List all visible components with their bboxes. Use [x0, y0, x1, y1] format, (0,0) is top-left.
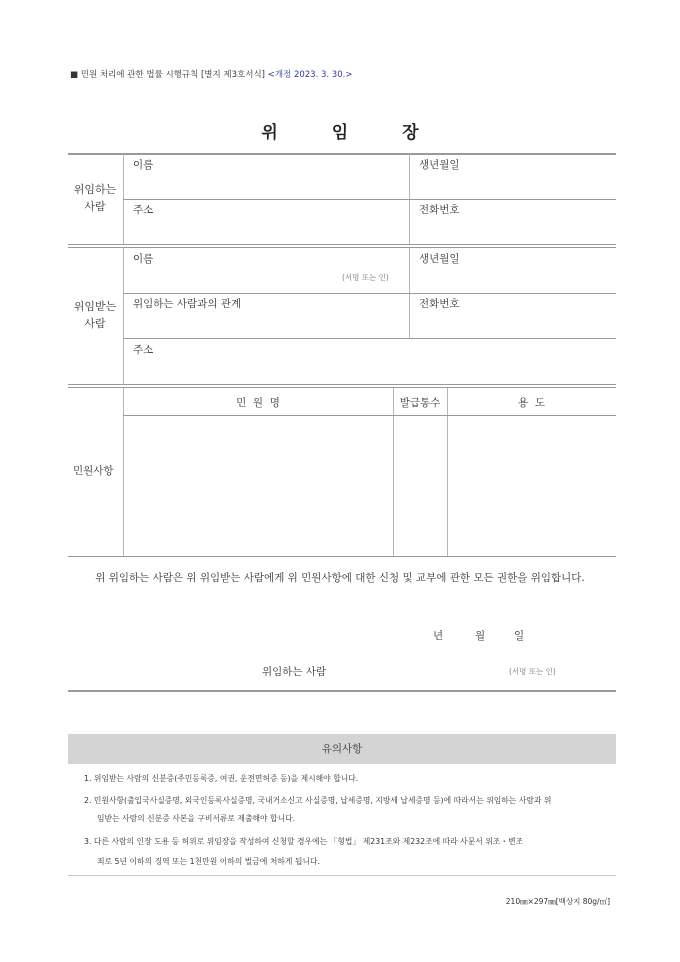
divider — [68, 153, 616, 155]
delegate-address-field[interactable]: 주소 — [133, 344, 154, 356]
delegator-name-field[interactable]: 이름 — [133, 159, 154, 171]
page-title — [0, 118, 680, 143]
delegate-section-label: 위임받는 사람 — [73, 300, 117, 330]
delegate-birth-field[interactable]: 생년월일 — [419, 253, 460, 265]
delegate-sign-hint: (서명 또는 인) — [342, 273, 389, 282]
title-char-1: 위 — [261, 123, 278, 143]
divider — [68, 556, 616, 557]
petition-count-header: 발급통수 — [399, 397, 441, 409]
petition-count-cell[interactable] — [394, 416, 446, 555]
delegate-phone-field[interactable]: 전화번호 — [419, 298, 460, 310]
divider — [123, 338, 616, 339]
date-day[interactable]: 일 — [514, 630, 525, 642]
delegate-name-field[interactable]: 이름 — [133, 253, 154, 265]
note-item: 2. 민원사항(출입국사실증명, 외국인등록사실증명, 국내거소신고 사실증명, 납세증명, 지방세 납세증명 등)에 따라서는 위임하는 사람과 위 — [84, 796, 552, 805]
note-item: 1. 위임받는 사람의 신분증(주민등록증, 여권, 운전면허증 등)을 제시해야 합니다. — [84, 774, 359, 783]
divider — [68, 384, 616, 385]
petition-use-header: 용 도 — [518, 397, 545, 409]
signature-label: 위임하는 사람 — [262, 666, 327, 678]
note-item: 임받는 사람의 신분증 사본을 구비서류로 제출해야 합니다. — [97, 814, 296, 823]
form-source-line — [70, 68, 352, 80]
title-char-3: 장 — [402, 123, 419, 143]
date-month[interactable]: 월 — [475, 630, 486, 642]
divider — [123, 199, 616, 200]
petition-name-header: 민 원 명 — [236, 397, 280, 409]
delegation-statement: 위 위임하는 사람은 위 위임받는 사람에게 위 민원사항에 대한 신청 및 교부에 관한 모든 권한을 위임합니다. — [95, 572, 585, 584]
note-item: 3. 다른 사람의 인장 도용 등 허위로 위임장을 작성하여 신청할 경우에는 「형법」 제231조와 제232조에 따라 사문서 위조・변조 — [84, 837, 524, 846]
divider — [68, 244, 616, 245]
divider — [68, 690, 616, 692]
revision-date: <개정 2023. 3. 30.> — [267, 70, 353, 80]
divider — [123, 248, 124, 384]
signature-field[interactable]: (서명 또는 인) — [509, 667, 556, 676]
delegator-address-field[interactable]: 주소 — [133, 204, 154, 216]
petition-name-cell[interactable] — [124, 416, 392, 555]
delegator-birth-field[interactable]: 생년월일 — [419, 159, 460, 171]
divider — [68, 247, 616, 248]
divider — [68, 875, 616, 876]
delegator-phone-field[interactable]: 전화번호 — [419, 204, 460, 216]
delegate-relation-field[interactable]: 위임하는 사람과의 관계 — [133, 298, 242, 310]
petition-use-cell[interactable] — [448, 416, 616, 555]
notes-heading: 유의사항 — [68, 734, 616, 764]
form-source: ■ 민원 처리에 관한 법률 시행규칙 [별지 제3호서식] — [70, 70, 265, 80]
date-year[interactable]: 년 — [433, 630, 444, 642]
title-char-2: 임 — [331, 123, 349, 143]
petition-section-label: 민원사항 — [73, 465, 114, 477]
paper-spec: 210㎜×297㎜[백상지 80g/㎡] — [505, 897, 610, 906]
note-item: 죄로 5년 이하의 징역 또는 1천만원 이하의 벌금에 처하게 됩니다. — [97, 857, 320, 866]
divider — [68, 387, 616, 388]
delegator-section-label: 위임하는 사람 — [73, 183, 117, 213]
divider — [123, 293, 616, 294]
